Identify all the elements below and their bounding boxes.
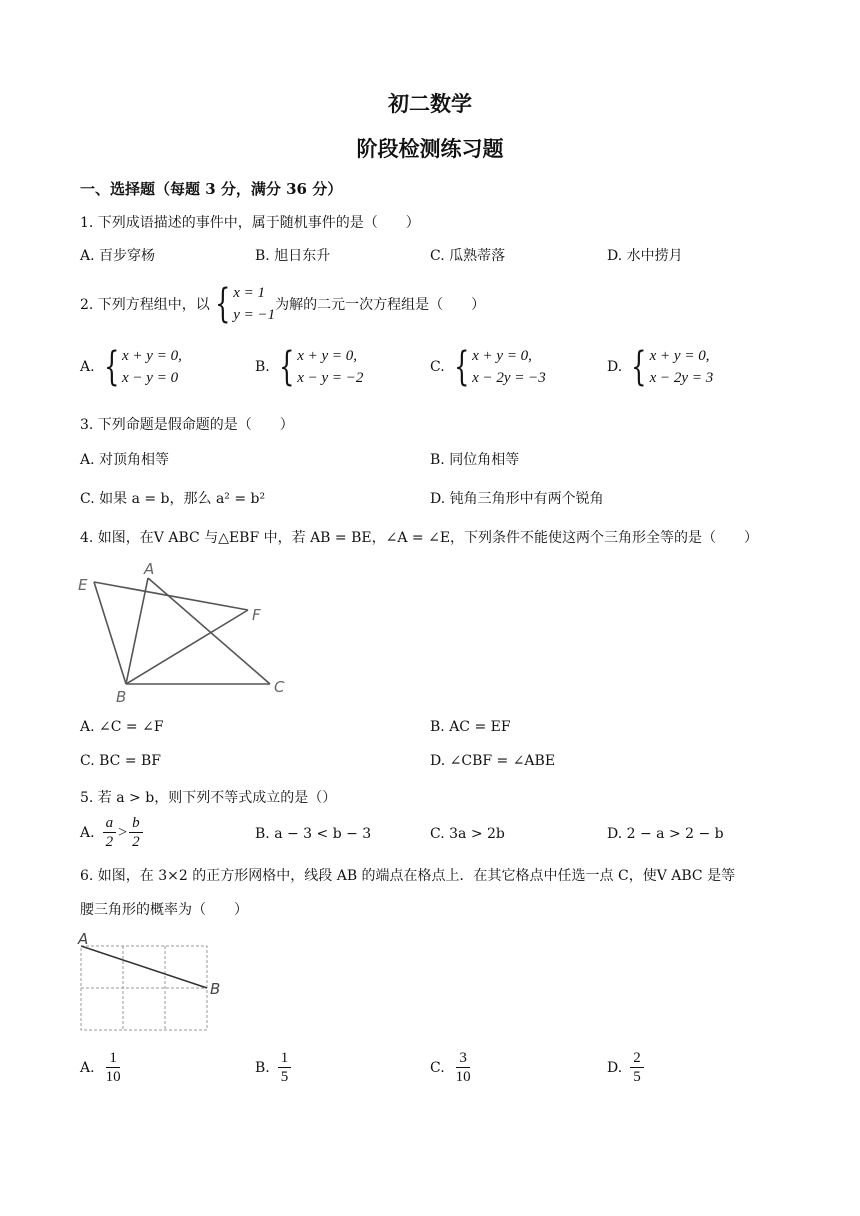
q4-option-c: C. BC = BF <box>80 753 162 769</box>
numerator: 1 <box>106 1049 120 1068</box>
fraction <box>129 814 143 851</box>
numerator: 3 <box>456 1049 470 1068</box>
q4-option-b: B. AC = EF <box>430 719 511 735</box>
q2-option-b <box>255 345 363 389</box>
inequality-sign: > <box>118 823 128 841</box>
brace-icon: { <box>453 344 470 390</box>
q2-cond-row2: y = −1 <box>233 307 276 323</box>
question-6-stem-line1: 6. 如图，在 3×2 的正方形网格中，线段 AB 的端点在格点上．在其它格点中任选一点 C，使V ABC 是等 <box>80 868 736 884</box>
q2-option-a <box>80 345 182 389</box>
fraction <box>453 1049 474 1086</box>
question-6-stem-line2: 腰三角形的概率为（ ） <box>80 902 248 918</box>
option-letter: B. <box>255 359 270 375</box>
denominator: 5 <box>633 1069 641 1085</box>
system-row: x + y = 0, <box>649 348 710 364</box>
page-title: 初二数学 <box>388 91 472 116</box>
label-b: B <box>210 980 221 998</box>
fraction <box>103 814 117 851</box>
question-2-stem <box>80 282 485 326</box>
q3-option-b: B. 同位角相等 <box>430 452 520 468</box>
q2-cond-row1: x = 1 <box>233 285 266 301</box>
q3-option-a: A. 对顶角相等 <box>80 452 170 468</box>
system-row: x − 2y = −3 <box>472 370 546 386</box>
question-3-stem: 3. 下列命题是假命题的是（ ） <box>80 417 294 433</box>
q5-option-b: B. a − 3 < b − 3 <box>255 826 372 842</box>
q1-option-d: D. 水中捞月 <box>607 248 683 264</box>
q2-option-d <box>607 345 713 389</box>
q4-option-a: A. ∠C = ∠F <box>80 719 164 735</box>
option-letter: D. <box>607 359 623 375</box>
denominator: 10 <box>455 1069 471 1085</box>
brace-icon: { <box>214 281 231 327</box>
label-a: A <box>144 560 155 578</box>
option-letter: A. <box>80 1059 95 1076</box>
q6-option-c <box>430 1049 474 1086</box>
fraction <box>103 1049 124 1086</box>
system-row: x + y = 0, <box>472 348 532 364</box>
q1-option-a: A. 百步穿杨 <box>80 248 156 264</box>
option-letter: B. <box>255 1059 270 1076</box>
option-letter: A. <box>80 359 95 375</box>
denominator: 2 <box>105 834 114 850</box>
q1-option-c: C. 瓜熟蒂落 <box>430 248 506 264</box>
label-a: A <box>78 930 89 948</box>
system-row: x − y = −2 <box>297 370 364 386</box>
system-row: x − y = 0 <box>122 370 179 386</box>
question-4-stem: 4. 如图，在V ABC 与△EBF 中，若 AB = BE，∠A = ∠E，下列条件不能使这两个三角形全等的是（ ） <box>80 530 759 546</box>
question-5-stem: 5. 若 a > b，则下列不等式成立的是（） <box>80 790 337 806</box>
section-heading: 一、选择题（每题 3 分，满分 36 分） <box>80 180 343 198</box>
system-row: x + y = 0, <box>297 348 358 364</box>
q5-option-a <box>80 814 143 851</box>
label-c: C <box>274 678 285 696</box>
question-1-stem: 1. 下列成语描述的事件中，属于随机事件的是（ ） <box>80 215 420 231</box>
q5-option-d: D. 2 − a > 2 − b <box>607 826 724 842</box>
option-letter: C. <box>430 1059 445 1076</box>
q2-condition-system <box>210 282 275 326</box>
grid-figure <box>70 928 230 1036</box>
numerator: b <box>129 814 143 833</box>
triangle-figure <box>70 560 300 705</box>
q2-stem-prefix: 2. 下列方程组中，以 <box>80 297 210 313</box>
option-letter: D. <box>607 1059 623 1076</box>
label-e: E <box>78 576 88 594</box>
system-row: x − 2y = 3 <box>649 370 714 386</box>
q6-option-d <box>607 1049 644 1086</box>
brace-icon: { <box>631 344 647 390</box>
q6-option-a <box>80 1049 124 1086</box>
q2-stem-suffix: 为解的二元一次方程组是（ ） <box>275 297 486 313</box>
denominator: 5 <box>280 1069 289 1085</box>
brace-icon: { <box>278 344 295 390</box>
q4-option-d: D. ∠CBF = ∠ABE <box>430 753 556 769</box>
label-b: B <box>116 688 127 705</box>
q3-option-c: C. 如果 a = b，那么 a² = b² <box>80 491 266 507</box>
q6-option-b <box>255 1049 291 1086</box>
q5-option-c: C. 3a > 2b <box>430 826 505 842</box>
q1-option-b: B. 旭日东升 <box>255 248 331 264</box>
option-letter: C. <box>430 359 445 375</box>
brace-icon: { <box>103 344 119 390</box>
numerator: 2 <box>630 1049 644 1068</box>
q3-option-d: D. 钝角三角形中有两个锐角 <box>430 491 604 507</box>
numerator: 1 <box>278 1049 292 1068</box>
page-subtitle: 阶段检测练习题 <box>356 136 504 161</box>
q2-option-c <box>430 345 546 389</box>
denominator: 2 <box>132 834 140 850</box>
fraction <box>630 1049 644 1086</box>
fraction <box>278 1049 292 1086</box>
numerator: a <box>103 814 117 833</box>
label-f: F <box>252 606 261 624</box>
option-letter: A. <box>80 824 95 841</box>
system-row: x + y = 0, <box>122 348 182 364</box>
denominator: 10 <box>105 1069 121 1085</box>
